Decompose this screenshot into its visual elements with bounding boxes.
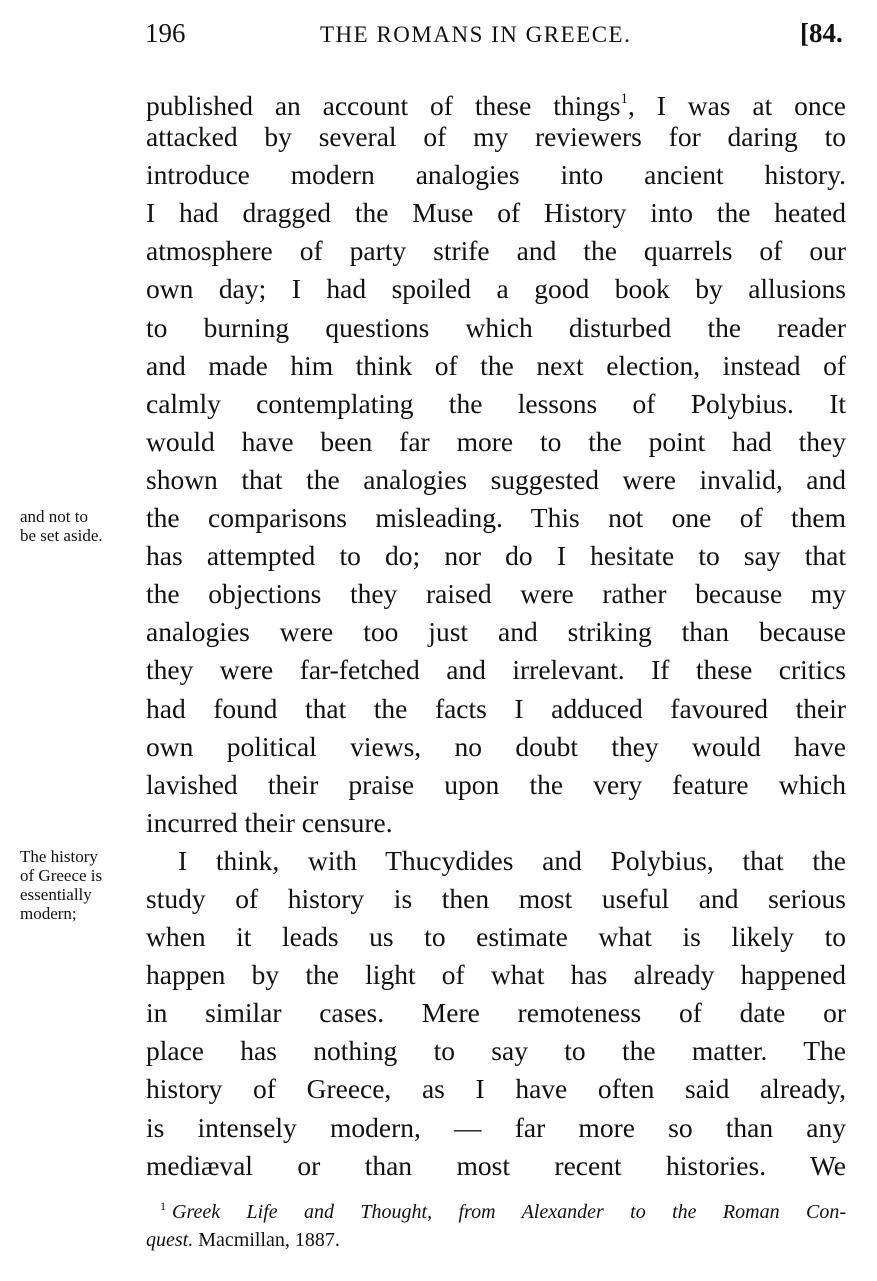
footnote [146,1192,846,1254]
text-line: introduce modern analogies into ancient history. [146,159,846,191]
text-line: published an account of these things$^1$, I was at once [146,90,847,121]
running-title: THE ROMANS IN GREECE. [320,22,632,47]
text-line: in similar cases. Mere remoteness of date or [146,997,846,1029]
text-line: history of Greece, as I have often said already, [146,1073,846,1105]
text-line: to burning questions which disturbed the reader [146,311,846,343]
body-text [146,80,846,1185]
text-line: I had dragged the Muse of History into the heated [146,197,846,229]
text-line: the comparisons misleading. This not one of them [146,502,846,534]
text-line: had found that the facts I adduced favoured their [146,692,846,724]
text-line: attacked by several of my reviewers for daring to [146,121,846,153]
page-number: 196 [145,18,186,48]
text-line: the objections they raised were rather because my [146,578,846,610]
margin-note-line: and not to [20,507,88,526]
footnote-reference[interactable]: 1 [620,91,628,107]
text-line: has attempted to do; nor do I hesitate to say that [146,540,846,572]
text-line: incurred their censure. [146,806,393,838]
text-line: study of history is then most useful and serious [146,882,846,914]
footnote-title: Greek Life and Thought, from Alexander to the Roman Con- [172,1201,846,1223]
margin-note [20,507,103,545]
footnote-line [146,1226,846,1254]
text-line: place has nothing to say to the matter. The [146,1035,846,1067]
text-line: own day; I had spoiled a good book by allusions [146,273,846,305]
text-line: shown that the analogies suggested were invalid, and [146,463,846,495]
footnote-line [146,1192,846,1226]
text-line: lavished their praise upon the very feature which [146,768,846,800]
margin-note-line: be set aside. [20,526,103,545]
text-line: own political views, no doubt they would have [146,730,846,762]
text-line: is intensely modern, — far more so than any [146,1111,846,1143]
text-line: calmly contemplating the lessons of Polybius. It [146,387,846,419]
running-header [0,18,877,58]
text-line: and made him think of the next election, instead of [146,349,846,381]
text-line: mediæval or than most recent histories. We [146,1149,846,1181]
margin-note-line: The history [20,847,98,866]
text-line: analogies were too just and striking than because [146,616,846,648]
margin-note [20,847,102,923]
footnote-marker: 1 [160,1199,166,1213]
footnote-title-end: quest. [146,1229,194,1251]
footnote-publisher: Macmillan, 1887. [193,1229,340,1251]
text-line: when it leads us to estimate what is likely to [146,921,846,953]
text-line: happen by the light of what has already happened [146,959,846,991]
text-line: atmosphere of party strife and the quarrels of our [146,235,846,267]
margin-note-line: of Greece is [20,866,103,885]
text-line: they were far-fetched and irrelevant. If these critics [146,654,846,686]
margin-note-line: essentially [20,885,92,904]
margin-note-line: modern; [20,904,77,923]
text-line: I think, with Thucydides and Polybius, that the [178,844,846,876]
section-number: [84. [800,18,843,48]
text-line: would have been far more to the point had they [146,425,846,457]
